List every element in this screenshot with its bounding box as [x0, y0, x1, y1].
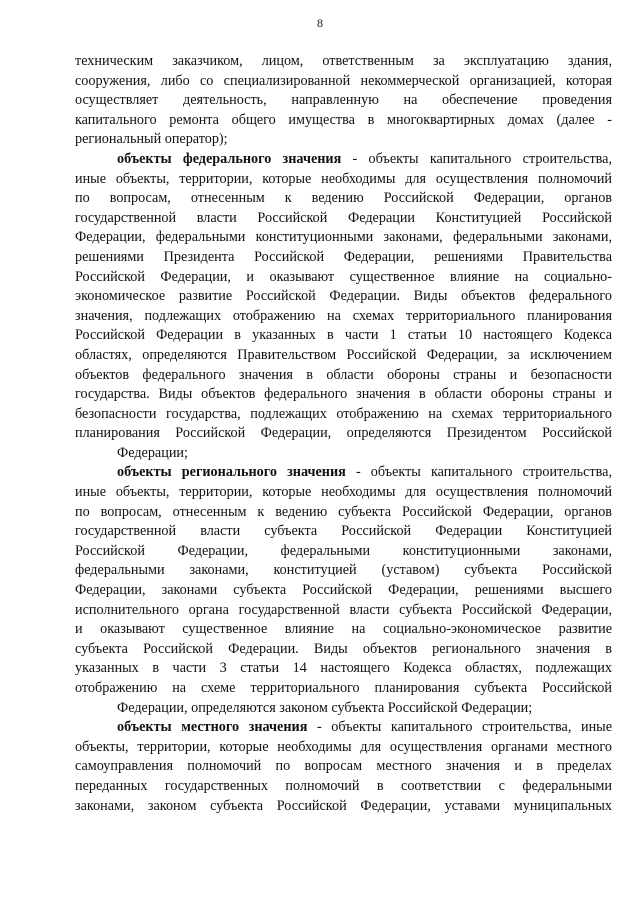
text-line: планирования Российской Федерации, определяются Президентом Российской — [75, 425, 612, 442]
text-line: государственной власти субъекта Российской Федерации Конституцией — [75, 523, 612, 540]
text-line: областях, определяются Правительством Российской Федерации, за исключением — [75, 346, 612, 363]
text-line: значения, подлежащих отображению на схемах территориального планирования — [75, 307, 612, 324]
text-line: указанных в части 3 статьи 14 настоящего Кодекса областях, подлежащих — [75, 660, 612, 677]
text-line: государственной власти Российской Федерации Конституцией Российской — [75, 209, 612, 226]
text-line: техническим заказчиком, лицом, ответственным за эксплуатацию здания, — [75, 53, 612, 69]
term-local-objects: объекты местного значения — [117, 719, 308, 736]
text-line: - объекты капитального строительства, — [345, 464, 612, 481]
text-line: - объекты капитального строительства, иные — [307, 719, 612, 736]
text-line: безопасности государства, подлежащих отображению на схемах территориального — [75, 405, 612, 422]
text-line: Российской Федерации в указанных в части 1 статьи 10 настоящего Кодекса — [75, 327, 612, 344]
text-line: по вопросам, отнесенным к ведению Российской Федерации, органов — [75, 190, 612, 207]
paragraph-federal-objects — [75, 150, 612, 464]
text-line: и оказывают существенное влияние на социально-экономическое развитие — [75, 621, 612, 638]
page-number: 8 — [317, 16, 323, 30]
text-line: иные объекты, территории, которые необходимы для осуществления полномочий — [75, 484, 612, 501]
text-line: переданных государственных полномочий в соответствии с федеральными — [75, 777, 612, 794]
text-line: Российской Федерации, и оказывают существенное влияние на социально- — [75, 268, 612, 285]
text-line: субъекта Российской Федерации. Виды объектов регионального значения в — [75, 640, 612, 657]
text-line: решениями Президента Российской Федерации, решениями Правительства — [75, 248, 612, 265]
text-line: объектов федерального значения в области обороны страны и безопасности — [75, 366, 612, 383]
text-line: Российской Федерации, федеральными конституционными законами, — [75, 542, 612, 559]
text-line: федеральными законами, конституцией (уставом) субъекта Российской — [75, 562, 612, 579]
text-line: - объекты капитального строительства, — [341, 150, 612, 167]
text-line: государства. Виды объектов федерального значения в области обороны страны и — [75, 386, 612, 403]
text-line: Федерации, законами субъекта Российской Федерации, решениями высшего — [75, 582, 612, 599]
text-line: иные объекты, территории, которые необходимы для осуществления полномочий — [75, 170, 612, 187]
term-regional-objects: объекты регионального значения — [117, 464, 346, 481]
text-line: капитального ремонта общего имущества в многоквартирных домах (далее - — [75, 111, 612, 128]
text-line: региональный оператор); — [75, 131, 228, 148]
text-line: экономическое развитие Российской Федерации. Виды объектов федерального — [75, 288, 612, 305]
text-line: исполнительного органа государственной власти субъекта Российской Федерации, — [75, 601, 612, 618]
text-line: отображению на схеме территориального планирования субъекта Российской — [75, 680, 612, 696]
text-line: сооружения, либо со специализированной некоммерческой организацией, которая — [75, 72, 612, 89]
term-federal-objects: объекты федерального значения — [117, 150, 342, 167]
paragraph-regional-operator — [75, 52, 612, 150]
text-line: Федерации, определяются законом субъекта Российской Федерации; — [117, 699, 533, 716]
text-line: объекты, территории, которые необходимы для осуществления органами местного — [75, 738, 612, 755]
text-line: осуществляет деятельность, направленную на обеспечение проведения — [75, 92, 612, 109]
paragraph-regional-objects — [75, 463, 612, 718]
text-line: законами, законом субъекта Российской Федерации, уставами муниципальных — [75, 797, 612, 814]
text-line: Федерации; — [117, 444, 188, 461]
text-line: самоуправления полномочий по вопросам местного значения и в пределах — [75, 758, 612, 775]
document-body — [75, 52, 612, 816]
text-line: по вопросам, отнесенным к ведению субъекта Российской Федерации, органов — [75, 503, 612, 520]
text-line: Федерации, федеральными конституционными законами, федеральными законами, — [75, 229, 612, 246]
paragraph-local-objects — [75, 718, 612, 816]
